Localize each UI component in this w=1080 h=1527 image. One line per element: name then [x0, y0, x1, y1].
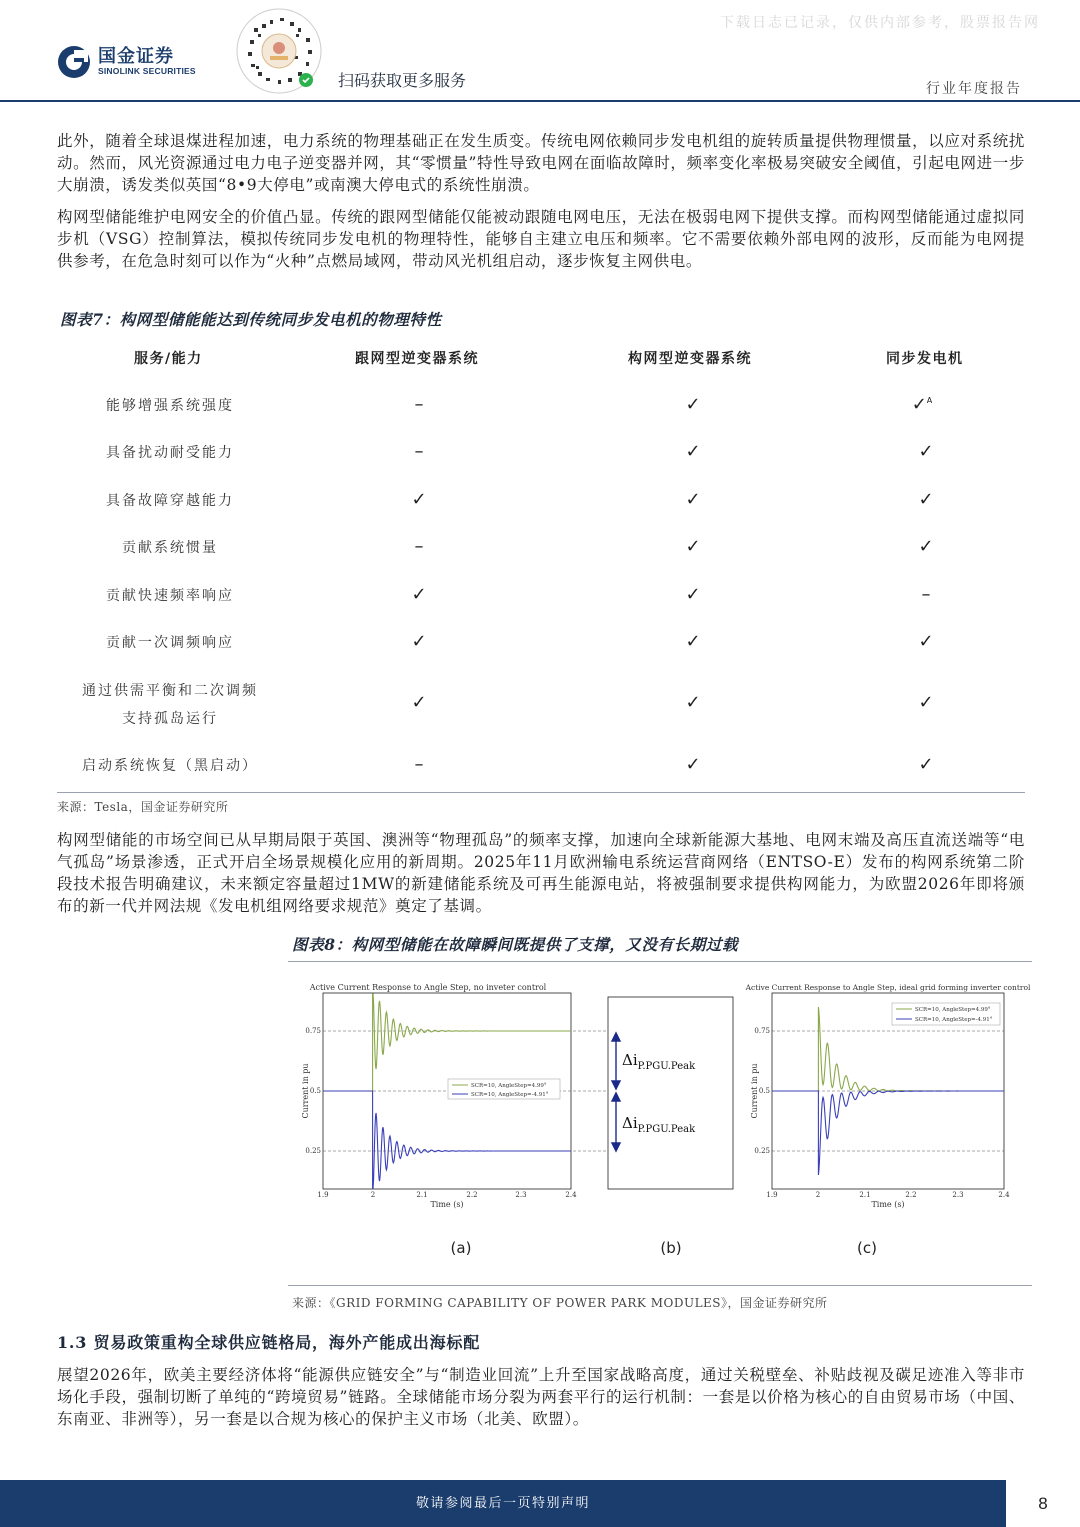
table-cell-synchronous: ✓ [918, 536, 934, 557]
panel-c-xtick: 2.1 [859, 1191, 871, 1199]
qr-label: 扫码获取更多服务 [338, 71, 467, 90]
table-cell-grid-forming: ✓ [685, 536, 701, 557]
panel-c-ytick: 0.5 [758, 1087, 770, 1095]
check-mark: ✓ [911, 394, 927, 415]
figure7-title: 图表7：构网型储能能达到传统同步发电机的物理特性 [60, 310, 442, 329]
table-cell-synchronous: ✓ [918, 441, 934, 462]
panel-c-xtick: 1.9 [766, 1191, 778, 1199]
section-heading: 1.3 贸易政策重构全球供应链格局，海外产能成出海标配 [57, 1333, 481, 1352]
paragraph-trade-policy: 展望2026年，欧美主要经济体将“能源供应链安全”与“制造业回流”上升至国家战略高度，通过关税壁垒、补贴歧视及碳足迹准入等非市场化手段，强制切断了单纯的“跨境贸易”链路。全球储能市场分裂为两套平行的运行机制：一套是以价格为核心的自由贸易市场（中国、东南亚、非洲等），另一套是以合规为核心的保护主义市场（北美、欧盟）。 [57, 1366, 1025, 1428]
table-cell-synchronous [902, 394, 942, 415]
panel-c-xtick: 2.2 [905, 1191, 917, 1199]
panel-a-title: Active Current Response to Angle Step, no inveter control [309, 983, 547, 992]
table-cell-synchronous: – [921, 584, 931, 605]
figure8-title: 图表8：构网型储能在故障瞬间既提供了支撑，又没有长期过载 [292, 935, 739, 954]
panel-a-xtick: 2.1 [416, 1191, 428, 1199]
table-cell-grid-following: ✓ [411, 584, 427, 605]
page-footer [0, 1480, 1006, 1527]
table-bottom-rule [57, 792, 1025, 793]
panel-c [745, 983, 1031, 1209]
footer-disclaimer[interactable]: 敬请参阅最后一页特别声明 [415, 1496, 590, 1511]
panel-c-ytick: 0.25 [754, 1147, 770, 1155]
table-header-synchronous: 同步发电机 [886, 351, 964, 367]
legend-label: SCR=10, AngleStep=-4.91° [471, 1092, 549, 1098]
header-divider [0, 100, 1080, 102]
table-cell-grid-following: ✓ [411, 489, 427, 510]
table-row-label: 贡献快速频率响应 [106, 588, 234, 604]
qr-code-icon[interactable] [236, 8, 322, 94]
table-header-capability: 服务/能力 [134, 351, 203, 367]
panel-c-xlabel: Time (s) [871, 1200, 905, 1209]
company-logo [56, 42, 216, 82]
annotation-sub: P.PGU.Peak [637, 1061, 696, 1072]
sinolink-logo-icon [56, 44, 92, 80]
panel-c-xtick: 2.4 [998, 1191, 1010, 1199]
table-cell-synchronous: ✓ [918, 754, 934, 775]
panel-c-ytick: 0.75 [754, 1027, 770, 1035]
legend-label: SCR=10, AngleStep=-4.91° [915, 1017, 993, 1023]
table-cell-grid-forming: ✓ [685, 631, 701, 652]
table-header-grid-forming: 构网型逆变器系统 [628, 351, 752, 367]
table-cell-grid-forming: ✓ [685, 394, 701, 415]
panel-b [608, 997, 733, 1189]
footnote-marker: A [926, 396, 933, 405]
paragraph-inertia: 此外，随着全球退煤进程加速，电力系统的物理基础正在发生质变。传统电网依赖同步发电机组的旋转质量提供物理惯量，以应对系统扰动。然而，风光资源通过电力电子逆变器并网，其“零惯量”特性导致电网在面临故障时，频率变化率极易突破安全阈值，引起电网进一步大崩溃，诱发类似英国“8•9大停电”或南澳大停电式的系统性崩溃。 [57, 132, 1025, 194]
table-row-label: 具备扰动耐受能力 [106, 445, 234, 461]
table-row-label: 启动系统恢复（黑启动） [82, 758, 258, 774]
panel-a-ytick: 0.75 [305, 1027, 321, 1035]
legend-label: SCR=10, AngleStep=4.99° [471, 1083, 547, 1089]
table-cell-grid-following: ✓ [411, 631, 427, 652]
panel-b-frame [608, 997, 733, 1189]
table-row-label: 贡献系统惯量 [122, 540, 218, 556]
watermark-text: 下载日志已记录，仅供内部参考，股票报告网 [720, 15, 1040, 31]
panel-a-ytick: 0.5 [309, 1087, 321, 1095]
table-cell-grid-following: – [414, 536, 424, 557]
logo-chinese-text: 国金证券 [98, 46, 174, 67]
panel-a-ylabel: Current in pu [301, 1063, 310, 1119]
panel-c-xtick: 2.3 [952, 1191, 964, 1199]
panel-c-xtick: 2 [815, 1191, 821, 1199]
table-cell-grid-forming: ✓ [685, 692, 701, 713]
table-row-label: 能够增强系统强度 [106, 398, 234, 414]
panel-c-title: Active Current Response to Angle Step, ideal grid forming inverter control [745, 983, 1031, 992]
report-type-label: 行业年度报告 [926, 81, 1022, 97]
panel-a-xtick: 2 [370, 1191, 376, 1199]
panel-a-xtick: 1.9 [317, 1191, 329, 1199]
panel-a-xtick: 2.2 [466, 1191, 478, 1199]
paragraph-grid-forming-value: 构网型储能维护电网安全的价值凸显。传统的跟网型储能仅能被动跟随电网电压，无法在极弱电网下提供支撑。而构网型储能通过虚拟同步机（VSG）控制算法，模拟传统同步发电机的物理特性，能够自主建立电压和频率。它不需要依赖外部电网的波形，反而能为电网提供参考，在危急时刻可以作为“火种”点燃局域网，带动风光机组启动，逐步恢复主网供电。 [57, 208, 1025, 270]
table-row-label [50, 677, 290, 733]
caption-c: (c) [857, 1239, 877, 1257]
table-cell-synchronous: ✓ [918, 631, 934, 652]
paragraph-market-space: 构网型储能的市场空间已从早期局限于英国、澳洲等“物理孤岛”的频率支撑，加速向全球新能源大基地、电网末端及高压直流送端等“电气孤岛”场景渗透，正式开启全场景规模化应用的新周期。2025年11月欧洲输电系统运营商网络（ENTSO-E）发布的构网系统第二阶段技术报告明确建议，未来额定容量超过1MW的新建储能系统及可再生能源电站，将被强制要求提供构网能力，为欧盟2026年即将颁布的新一代并网法规《发电机组网络要求规范》奠定了基调。 [57, 831, 1025, 915]
table-row-label: 具备故障穿越能力 [106, 493, 234, 509]
panel-a-xtick: 2.4 [565, 1191, 577, 1199]
caption-b: (b) [660, 1239, 682, 1257]
table-cell-grid-forming: ✓ [685, 489, 701, 510]
panel-a-xtick: 2.3 [515, 1191, 527, 1199]
table-cell-grid-forming: ✓ [685, 754, 701, 775]
table-cell-grid-following: ✓ [411, 692, 427, 713]
panel-c-ylabel: Current in pu [750, 1063, 759, 1119]
table-cell-grid-following: – [414, 394, 424, 415]
annotation-sub: P.PGU.Peak [637, 1124, 696, 1135]
table-row-label: 贡献一次调频响应 [106, 635, 234, 651]
table-cell-grid-following: – [414, 754, 424, 775]
table-cell-synchronous: ✓ [918, 692, 934, 713]
table-cell-grid-following: – [414, 441, 424, 462]
table-cell-synchronous: ✓ [918, 489, 934, 510]
legend-label: SCR=10, AngleStep=4.99° [915, 1007, 991, 1013]
figure7-source: 来源：Tesla，国金证券研究所 [57, 800, 229, 814]
figure8-source: 来源：《GRID FORMING CAPABILITY OF POWER PARK MODULES》，国金证券研究所 [292, 1296, 828, 1310]
table-header-grid-following: 跟网型逆变器系统 [355, 351, 479, 367]
table-cell-grid-forming: ✓ [685, 441, 701, 462]
panel-a-xlabel: Time (s) [430, 1200, 464, 1209]
logo-english-text: SINOLINK SECURITIES [98, 66, 196, 76]
figure8-chart [288, 963, 1032, 1283]
page-number: 8 [1038, 1494, 1048, 1513]
panel-a-ytick: 0.25 [305, 1147, 321, 1155]
table-row-label-line2: 支持孤岛运行 [122, 711, 218, 727]
table-cell-grid-forming: ✓ [685, 584, 701, 605]
figure8-top-rule [288, 961, 1032, 962]
annotation-main: Δi [622, 1114, 638, 1132]
page-header [0, 0, 1080, 102]
figure8-bottom-rule [288, 1285, 1032, 1286]
caption-a: (a) [450, 1239, 472, 1257]
table-row-label-line1: 通过供需平衡和二次调频 [82, 683, 258, 699]
annotation-main: Δi [622, 1051, 638, 1069]
